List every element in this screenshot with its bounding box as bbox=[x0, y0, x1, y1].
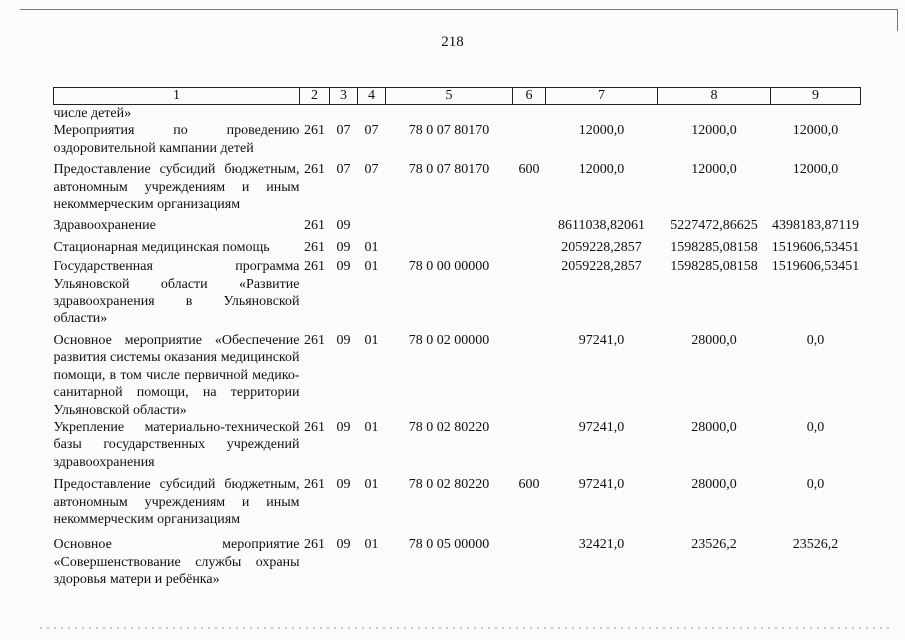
row-value-cell: 261 bbox=[304, 537, 325, 553]
row-value-cell: 09 bbox=[336, 259, 351, 275]
row-name-cell: Предоставление субсидий бюджетным, автономным учреждениям и иным некоммерческим организациям bbox=[53, 477, 300, 527]
row-value-cell: 78 0 07 80170 bbox=[408, 162, 490, 178]
column-header: 1 bbox=[54, 88, 300, 105]
row-value-cell: 5227472,86625 bbox=[670, 218, 758, 234]
row-value-cell: 1598285,08158 bbox=[670, 259, 758, 275]
row-value-cell bbox=[546, 105, 658, 123]
row-value-cell: 78 0 02 00000 bbox=[408, 332, 490, 348]
table-row bbox=[54, 161, 861, 217]
row-name-cell: Стационарная медицинская помощь bbox=[53, 239, 270, 255]
row-value-cell: 12000,0 bbox=[792, 162, 839, 178]
row-value-cell: 07 bbox=[336, 123, 351, 139]
row-value-cell: 28000,0 bbox=[691, 419, 737, 435]
row-value-cell: 07 bbox=[364, 123, 379, 139]
table-row bbox=[54, 217, 861, 238]
row-value-cell: 97241,0 bbox=[578, 332, 625, 348]
row-value-cell: 600 bbox=[518, 162, 540, 178]
table-row bbox=[54, 122, 861, 161]
row-value-cell: 28000,0 bbox=[691, 332, 737, 348]
row-value-cell: 4398183,87119 bbox=[772, 218, 859, 234]
row-value-cell bbox=[330, 105, 358, 123]
row-value-cell: 600 bbox=[518, 477, 540, 493]
row-value-cell bbox=[513, 105, 546, 123]
column-header: 6 bbox=[513, 88, 546, 105]
row-value-cell: 09 bbox=[336, 477, 351, 493]
row-value-cell: 09 bbox=[336, 218, 351, 234]
row-value-cell: 01 bbox=[364, 239, 379, 255]
row-name-cell: Мероприятия по проведению оздоровительной кампании детей bbox=[53, 123, 300, 156]
table-header-row bbox=[54, 88, 861, 105]
row-value-cell bbox=[513, 217, 546, 238]
row-value-cell: 261 bbox=[304, 123, 325, 139]
row-value-cell: 1519606,53451 bbox=[771, 239, 860, 255]
row-value-cell: 261 bbox=[304, 477, 325, 493]
table-row bbox=[54, 536, 861, 588]
row-value-cell bbox=[771, 105, 861, 123]
row-name-cell: Здравоохранение bbox=[53, 218, 156, 234]
row-value-cell bbox=[386, 239, 513, 258]
row-value-cell bbox=[658, 105, 771, 123]
page-number: 218 bbox=[441, 34, 464, 50]
row-value-cell: 09 bbox=[336, 332, 351, 348]
row-value-cell: 32421,0 bbox=[578, 537, 625, 553]
row-value-cell: 0,0 bbox=[806, 477, 825, 493]
table-row bbox=[54, 419, 861, 476]
table-row bbox=[54, 258, 861, 332]
row-value-cell: 01 bbox=[364, 537, 379, 553]
row-value-cell: 261 bbox=[304, 162, 325, 178]
column-header: 9 bbox=[771, 88, 861, 105]
row-value-cell: 09 bbox=[336, 537, 351, 553]
row-value-cell: 261 bbox=[304, 419, 325, 435]
scan-border-top bbox=[20, 9, 898, 10]
row-value-cell bbox=[386, 217, 513, 238]
column-header: 7 bbox=[546, 88, 658, 105]
row-value-cell: 01 bbox=[364, 477, 379, 493]
scan-border-right bbox=[897, 9, 898, 31]
row-value-cell: 0,0 bbox=[806, 332, 825, 348]
budget-table bbox=[53, 87, 861, 589]
table-row bbox=[54, 332, 861, 419]
row-value-cell: 261 bbox=[304, 218, 325, 234]
table-row bbox=[54, 105, 861, 123]
row-value-cell: 2059228,2857 bbox=[561, 259, 642, 275]
row-value-cell: 97241,0 bbox=[578, 477, 625, 493]
row-name-cell: Предоставление субсидий бюджетным, автономным учреждениям и иным некоммерческим организациям bbox=[53, 162, 300, 213]
row-value-cell: 78 0 00 00000 bbox=[408, 259, 490, 275]
row-value-cell: 12000,0 bbox=[792, 123, 839, 139]
row-value-cell: 28000,0 bbox=[691, 477, 737, 493]
row-name-cell: Основное мероприятие «Обеспечение развития системы оказания медицинской помощи, в том числе первичной медико-санитарной помощи, на территории Ульяновской области» bbox=[53, 332, 300, 418]
table-row bbox=[54, 476, 861, 536]
column-header: 8 bbox=[658, 88, 771, 105]
row-value-cell: 2059228,2857 bbox=[561, 239, 642, 255]
row-value-cell: 07 bbox=[336, 162, 351, 178]
row-value-cell: 261 bbox=[304, 239, 325, 255]
row-value-cell bbox=[358, 217, 386, 238]
row-value-cell: 12000,0 bbox=[691, 162, 737, 178]
row-value-cell: 261 bbox=[304, 332, 325, 348]
row-value-cell: 12000,0 bbox=[691, 123, 737, 139]
row-value-cell bbox=[358, 105, 386, 123]
row-value-cell: 09 bbox=[336, 239, 351, 255]
row-value-cell: 78 0 02 80220 bbox=[408, 477, 490, 493]
row-value-cell: 07 bbox=[364, 162, 379, 178]
row-value-cell bbox=[513, 419, 546, 476]
row-value-cell bbox=[513, 239, 546, 258]
row-value-cell bbox=[513, 258, 546, 332]
row-value-cell: 0,0 bbox=[806, 419, 825, 435]
scan-noise-bottom bbox=[40, 627, 890, 629]
row-value-cell: 8611038,82061 bbox=[558, 218, 645, 234]
row-name-cell: Укрепление материально-технической базы государственных учреждений здравоохранения bbox=[53, 419, 300, 470]
column-header: 5 bbox=[386, 88, 513, 105]
row-value-cell: 01 bbox=[364, 332, 379, 348]
row-value-cell: 01 bbox=[364, 259, 379, 275]
row-value-cell: 01 bbox=[364, 419, 379, 435]
row-name-cell: Основное мероприятие «Совершенствование службы охраны здоровья матери и ребёнка» bbox=[53, 537, 300, 588]
row-value-cell bbox=[513, 332, 546, 419]
row-value-cell: 1519606,53451 bbox=[771, 259, 860, 275]
row-value-cell: 261 bbox=[304, 259, 325, 275]
row-value-cell bbox=[513, 122, 546, 161]
row-value-cell: 12000,0 bbox=[578, 162, 625, 178]
row-value-cell: 78 0 07 80170 bbox=[408, 123, 490, 139]
row-value-cell bbox=[300, 105, 330, 123]
row-value-cell: 1598285,08158 bbox=[670, 239, 758, 255]
row-value-cell: 12000,0 bbox=[578, 123, 625, 139]
row-value-cell: 09 bbox=[336, 419, 351, 435]
table-row bbox=[54, 239, 861, 258]
row-value-cell: 23526,2 bbox=[792, 537, 839, 553]
column-header: 4 bbox=[358, 88, 386, 105]
column-header: 3 bbox=[330, 88, 358, 105]
row-value-cell: 23526,2 bbox=[691, 537, 737, 553]
row-name-cell: числе детей» bbox=[53, 106, 132, 121]
row-value-cell: 78 0 02 80220 bbox=[408, 419, 490, 435]
row-value-cell bbox=[386, 105, 513, 123]
column-header: 2 bbox=[300, 88, 330, 105]
row-value-cell: 97241,0 bbox=[578, 419, 625, 435]
row-name-cell: Государственная программа Ульяновской области «Развитие здравоохранения в Ульяновской области» bbox=[53, 259, 300, 327]
row-value-cell bbox=[513, 536, 546, 588]
row-value-cell: 78 0 05 00000 bbox=[408, 537, 490, 553]
